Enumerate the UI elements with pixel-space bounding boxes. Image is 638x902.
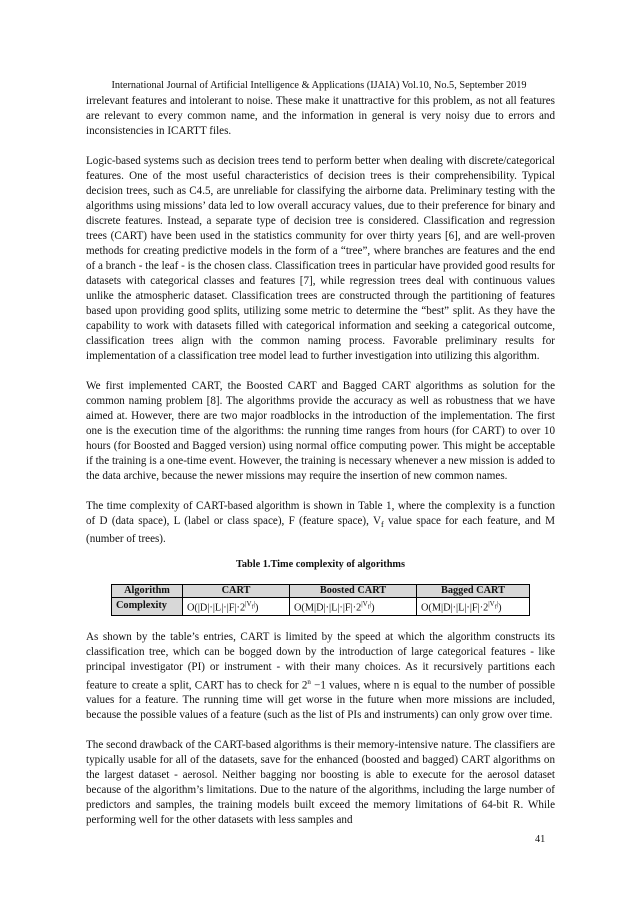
page-number: 41 (535, 834, 546, 845)
p5-superscript: n (307, 677, 311, 686)
header-bagged-cart: Bagged CART (417, 585, 530, 598)
complexity-table-wrap (86, 584, 555, 615)
paragraph-2: Logic-based systems such as decision trees tend to perform better when dealing with discrete/categorical features. One of the most useful characteristics of decision trees is their comprehensibility. Typical decision trees, such as C4.5, are unreliable for classifying the airborne data. Preliminary testing with the algorithms using missions’ data led to low overall accuracy values, due to their preference for binary and discrete features. Instead, a separate type of decision tree is considered. Classification and regression trees (CART) have been used in the statistics community for over thirty years [6], and are well-proven methods for creating predictive models in the form of a “tree”, where branches are features and the end of a branch - the leaf - is the chosen class. Classification trees in particular have provided good results for datasets with categorical classes and features [7], while regression trees deal with continuous values unlike the atmospheric dataset. Classification trees are constructed through the partitioning of features based upon providing good splits, utilizing some metric to determine the “best” split. As they have the capability to work with datasets filled with categorical information and seeking a categorical outcome, classification trees align with the common naming process. Favorable preliminary results for implementation of a classification tree model lead to further investigation into utilizing this algorithm. (86, 155, 555, 362)
paragraph-1: irrelevant features and intolerant to noise. These make it unattractive for this problem, as not all features are relevant to every common name, and the information in general is very noisy due to errors and inconsistencies in ICARTT files. (86, 95, 555, 137)
cell-boosted-cart-complexity: $O(M|D|\cdot|L|\cdot|F|\cdot 2^{|V_f|})$ (290, 598, 417, 615)
paragraph-3: We first implemented CART, the Boosted CART and Bagged CART algorithms as solution for the common naming problem [8]. The algorithms provide the accuracy as well as robustness that we have aimed at. However, there are two major roadblocks in the introduction of the implementation. The first one is the execution time of the algorithms: the running time ranges from hours (for CART) to over 10 hours (for Boosted and Bagged version) using normal office computing power. This might be acceptable if the training is a one-time event. However, the training is necessary whenever a new mission is added to the data archive, because the newer missions may require the insertion of new common names. (86, 380, 555, 482)
running-header: International Journal of Artificial Intelligence & Applications (IJAIA) Vol.10, No.5, September 2019 (111, 80, 527, 91)
paragraph-4 (86, 499, 555, 547)
p4-text-before: The time complexity of CART-based algorithm is shown in Table 1, where the complexity is a function of D (data space), L (label or class space), F (feature space), V (86, 500, 555, 527)
header-algorithm: Algorithm (112, 585, 183, 598)
cell-bagged-cart-complexity: $O(M|D|\cdot|L|\cdot|F|\cdot 2^{|V_f|})$ (417, 598, 530, 615)
paragraph-6: The second drawback of the CART-based algorithms is their memory-intensive nature. The classifiers are typically usable for all of the datasets, save for the enhanced (boosted and bagged) CART algorithms on the largest dataset - aerosol. Neither bagging nor boosting is able to execute for the aerosol dataset because of the algorithm’s limitations. Due to the nature of the algorithms, including the large number of predictors and samples, the training models built exceed the memory limitations of 64-bit R. While performing well for the other datasets with less samples and (86, 739, 555, 827)
cell-cart-complexity: $O(|D|\cdot|L|\cdot|F|\cdot 2^{|V_f|})$ (183, 598, 290, 615)
p4-subscript: f (381, 520, 384, 530)
table-header-row (112, 585, 530, 598)
paragraph-5 (86, 630, 555, 724)
complexity-table (111, 584, 530, 615)
article-body (86, 94, 555, 828)
header-boosted-cart: Boosted CART (290, 585, 417, 598)
p5-text-after: −1 values, where n is equal to the number of possible values for a feature. The running time will get worse in the future when more missions are included, because the possible values of a feature (such as the list of PIs and instruments) can only grow over time. (86, 679, 556, 722)
table-caption: Table 1.Time complexity of algorithms (235, 559, 406, 571)
row-label-complexity: Complexity (112, 598, 183, 615)
p4-text-after: value space for each feature, and M (number of trees). (86, 515, 555, 546)
header-cart: CART (183, 585, 290, 598)
table-row (112, 598, 530, 615)
p5-text-before: As shown by the table’s entries, CART is limited by the speed at which the algorithm constructs its classification tree, which can be bogged down by the introduction of large categorical features - like principal investigator (PI) or instrument - with their many choices. As it recursively partitions each feature to create a split, CART has to check for 2 (86, 630, 555, 692)
